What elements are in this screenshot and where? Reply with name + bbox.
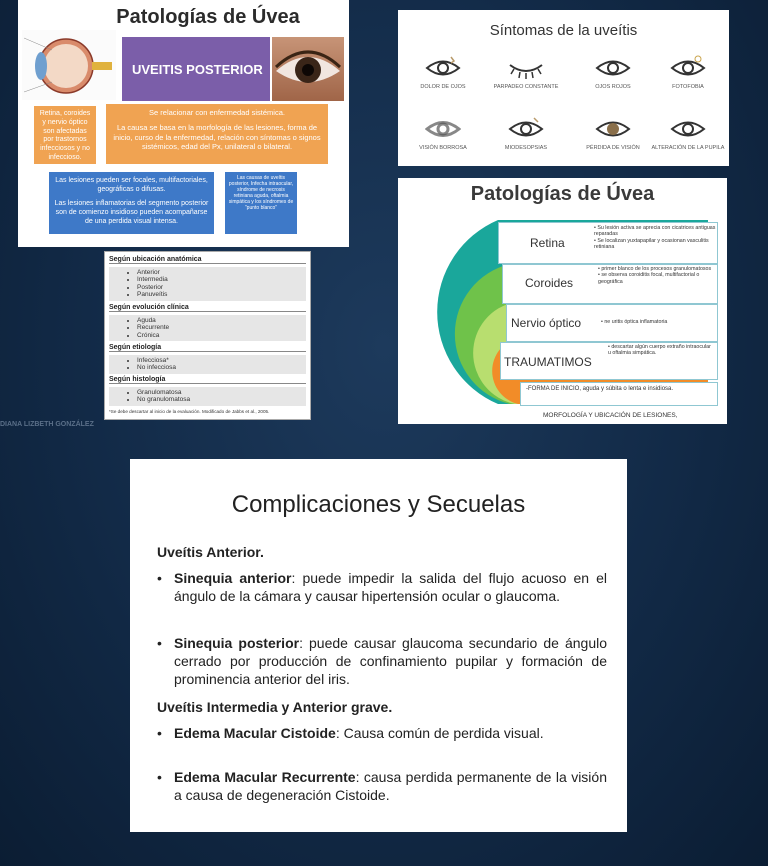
description: : causa perdida permanente de la visión a causa de degeneración Cistoide. (174, 769, 607, 804)
bullet-cystoid-edema (157, 724, 607, 742)
pupil-alteration-icon (670, 116, 706, 142)
onset-note: -FORMA DE INICIO, aguda y súbita o lenta e insidiosa. (526, 386, 674, 392)
complications-slide (130, 459, 627, 832)
bullet-dot-icon: • (157, 769, 162, 785)
bullet-recurrent-edema (157, 768, 607, 804)
term: Sinequia posterior (174, 635, 300, 651)
bullet-anterior-synechia (157, 569, 607, 605)
list-item: • Recurrente (137, 324, 306, 331)
systemic-relation-box (106, 104, 328, 164)
lesions-type-text: Las lesiones pueden ser focales, multifactoriales, geográficas o difusas. (55, 177, 208, 194)
symptom-label: VISIÓN BORROSA (419, 145, 467, 151)
red-eye-outline-icon (595, 55, 631, 81)
eye-anatomy-diagram-icon (22, 30, 116, 100)
nervio-label: Nervio óptico (511, 316, 582, 330)
systemic-text: Se relacionar con enfermedad sistémica. (149, 108, 285, 117)
bullet-dot-icon: • (157, 635, 162, 651)
blurred-eye-icon (425, 116, 461, 142)
red-eye-photo (272, 37, 344, 101)
lesions-onset-text: Las lesiones inflamatorias del segmento posterior son de comienzo insidioso pueden acompañarse de una perdida visual intensa. (54, 200, 209, 226)
list-item: • Granulomatosa (137, 389, 306, 396)
symptom-photophobia (648, 55, 728, 91)
uveitis-posterior-slide (18, 0, 349, 247)
symptom-label: FOTOFOBIA (672, 84, 704, 90)
symptoms-slide (398, 10, 729, 166)
eye-pain-icon (425, 55, 461, 81)
description: : Causa común de perdida visual. (335, 725, 544, 741)
retina-label: Retina (530, 236, 565, 250)
symptom-eye-pain (403, 55, 483, 91)
clinical-list (109, 315, 306, 341)
list-item: • Aguda (137, 317, 306, 324)
retina-notes: • Su lesión activa se aprecia con cicatrices antiguas reparadas • Se localizan yuxtapapilar y ocasionan vasculitis retiniana (594, 225, 716, 251)
nervio-note: ne uritis óptica inflamatoria (604, 319, 668, 325)
symptom-floaters (486, 116, 566, 152)
anatomic-list (109, 267, 306, 301)
trauma-note: descartar algún cuerpo extraño intraocular u oftalmia simpática. (608, 344, 711, 357)
list-item: • Infecciosa* (137, 357, 306, 364)
anterior-subheading: Uveítis Anterior. (157, 544, 264, 560)
layers-title: Patologías de Úvea (470, 183, 655, 205)
list-item: • Crónica (137, 332, 306, 339)
layers-footer: MORFOLOGÍA Y UBICACIÓN DE LESIONES, (543, 412, 678, 419)
red-eye-icon (272, 37, 344, 101)
vision-loss-icon (595, 116, 631, 142)
author-watermark: DIANA LIZBETH GONZÁLEZ (0, 421, 94, 428)
symptom-label: OJOS ROJOS (595, 84, 631, 90)
complications-title: Complicaciones y Secuelas (231, 491, 526, 518)
classification-table (104, 251, 311, 420)
bullet-dot-icon: • (157, 570, 162, 586)
list-item: • Intermedia (137, 276, 306, 283)
list-item: • Panuveítis (137, 291, 306, 298)
list-item: • Posterior (137, 284, 306, 291)
description: : puede causar glaucoma secundario de ángulo cerrado por producción de confinamiento pupilar y formación de prominencia anterior del iris. (174, 635, 607, 688)
affected-structures-box: Retina, coroides y nervio óptico son afectadas por trastornos infecciosos y no infeccioso. (34, 106, 96, 164)
retina-note-1: Su lesión activa se aprecia con cicatrices antiguas reparadas (594, 225, 716, 238)
table-footnote: *Se debe descartar al inicio de la evaluación. Modificado de Jabbs et al., 2005. (109, 409, 270, 414)
etiology-list (109, 355, 306, 374)
list-item: • No granulomatosa (137, 396, 306, 403)
uveitis-posterior-banner: UVEITIS POSTERIOR (122, 37, 270, 101)
slide-title: Patologías de Úvea (116, 6, 300, 28)
section-anatomic: Según ubicación anatómica (109, 256, 306, 264)
symptom-blurred-vision (403, 116, 483, 152)
symptom-vision-loss (573, 116, 653, 152)
symptom-pupil-alteration (648, 116, 728, 152)
photophobia-icon (670, 55, 706, 81)
histology-list (109, 387, 306, 406)
causes-box: Las causas de uveítis posterior, Infecha intraocular, síndrome de necrosis retiniana aguda, oftalmia simpática y los síndromes de "punto blanco" (225, 172, 297, 234)
trauma-label: TRAUMATIMOS (504, 355, 592, 369)
section-etiology: Según etiología (109, 344, 306, 352)
symptom-red-eyes (573, 55, 653, 91)
section-clinical: Según evolución clínica (109, 304, 306, 312)
cause-text: La causa se basa en la morfología de las lesiones, forma de inicio, curso de la enfermedad, relación con síntomas o signos sistémicos, edad del Px, unilateral o bilateral. (113, 123, 321, 152)
term: Sinequia anterior (174, 570, 292, 586)
lesions-box (49, 172, 214, 234)
symptoms-title: Síntomas de la uveítis (489, 22, 638, 39)
floaters-icon (508, 116, 544, 142)
nervio-notes: • ne uritis óptica inflamatoria (601, 319, 668, 325)
coroides-label: Coroides (525, 276, 574, 290)
symptom-blinking (486, 55, 566, 91)
bullet-dot-icon: • (157, 725, 162, 741)
retina-note-2: Se localizan yuxtapapilar y ocasionan vasculitis retiniana (594, 237, 709, 251)
section-histology: Según histología (109, 376, 306, 384)
coroides-note-2: se observa coroiditis focal, multifactorial o geográfica (598, 272, 700, 285)
list-item: • Anterior (137, 269, 306, 276)
bullet-posterior-synechia (157, 634, 607, 689)
coroides-notes: • primer blanco de los procesos granulomatosos • se observa coroiditis focal, multifactorial o geográfica (598, 266, 712, 285)
trauma-notes: • descartar algún cuerpo extraño intraocular u oftalmia simpática. (608, 344, 711, 357)
term: Edema Macular Recurrente (174, 769, 356, 785)
symptom-label: DOLOR DE OJOS (420, 84, 466, 90)
blinking-eye-icon (508, 55, 544, 81)
symptom-label: PARPADEO CONSTANTE (493, 84, 559, 90)
description: : puede impedir la salida del flujo acuoso en el ángulo de la cámara y causar hipertensión ocular o glaucoma. (174, 570, 608, 605)
symptom-label: ALTERACIÓN DE LA PUPILA (651, 145, 725, 151)
list-item: • No infecciosa (137, 364, 306, 371)
symptom-label: MIODESOPSIAS (504, 145, 548, 151)
coroides-note-1: primer blanco de los procesos granulomatosos (601, 266, 712, 272)
uvea-layers-slide (398, 178, 727, 424)
symptom-label: PÉRDIDA DE VISIÓN (586, 145, 640, 151)
intermediate-subheading: Uveítis Intermedia y Anterior grave. (157, 699, 393, 715)
term: Edema Macular Cistoide (174, 725, 336, 741)
